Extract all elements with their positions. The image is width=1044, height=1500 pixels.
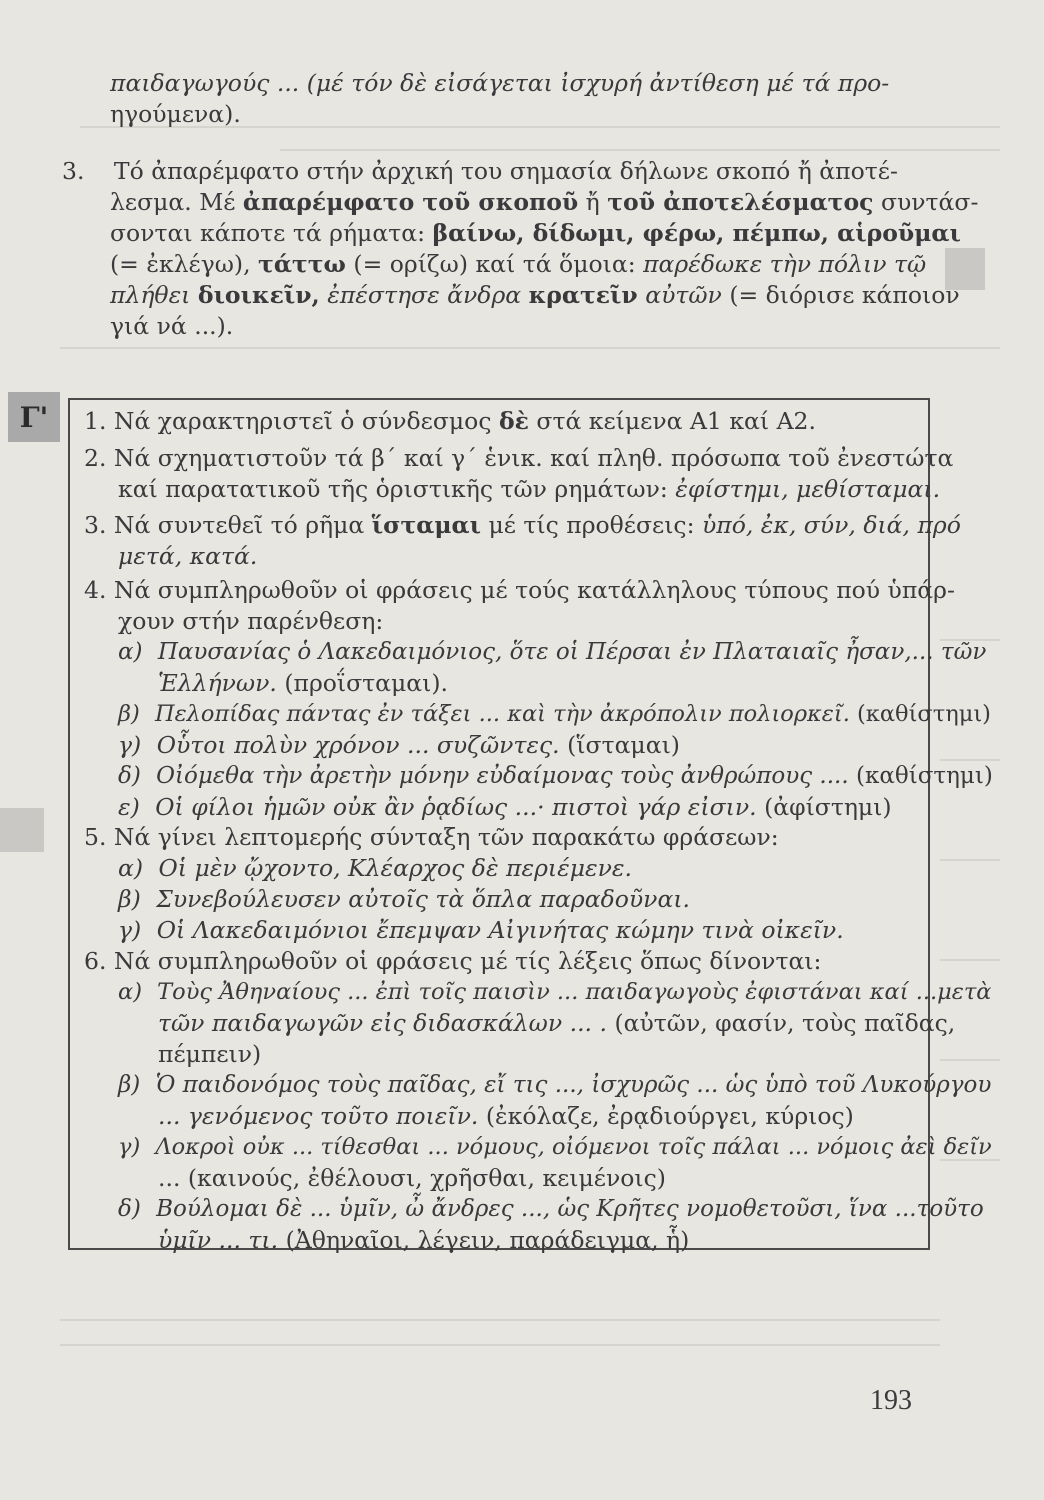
item-text: ὑμῖν ... τι. (158, 1226, 279, 1254)
item-text: Οἰόμεθα τὴν ἀρετὴν μόνην εὐδαίμονας τοὺς ἀνθρώπους .... (156, 763, 849, 789)
exercise-number: 4. (84, 576, 107, 604)
item-hint: ... (καινούς, ἐθέλουσι, χρῆσθαι, κειμένοις) (158, 1164, 666, 1192)
exercise-4c (118, 730, 680, 760)
example-text: παρέδωκε τὴν πόλιν τῷ (643, 250, 927, 278)
exercise-number: 6. (84, 947, 107, 975)
exercise-4b (118, 699, 991, 729)
exercise-number: 1. (84, 407, 107, 435)
item-hint: (ἀφίστημι) (764, 793, 892, 821)
exercise-6a-cont2 (158, 1039, 261, 1069)
item-hint: (Ἀθηναῖοι, λέγειν, παράδειγμα, ἧ) (285, 1226, 690, 1254)
item-label: α) (118, 979, 142, 1005)
item-label: ε) (118, 793, 140, 821)
item-label: δ) (118, 1196, 141, 1222)
exercise-4d (118, 761, 993, 791)
item-text: Ἑλλήνων. (158, 669, 277, 697)
exercise-2-line-1 (84, 443, 953, 473)
verb-list: βαίνω, δίδωμι, φέρω, πέμπω, αἱροῦμαι (432, 219, 961, 247)
item-text: Οἱ μὲν ᾤχοντο, Κλέαρχος δὲ περιέμενε. (158, 854, 632, 882)
example-verb: διοικεῖν, (197, 281, 320, 309)
exercise-term: ἵσταμαι (371, 511, 481, 539)
note3-text: (= ορίζω) καί τά ὅμοια: (353, 250, 636, 278)
item-hint: (αὐτῶν, φασίν, τοὺς παῖδας, (614, 1009, 956, 1037)
example-text: αὐτῶν (645, 281, 722, 309)
item-label: γ) (118, 1134, 141, 1160)
intro-line-2 (110, 99, 241, 129)
note3-line-1 (62, 156, 898, 186)
note3-text: λεσμα. Μέ (110, 188, 236, 216)
exercise-5b (118, 884, 690, 914)
item-label: β) (118, 701, 140, 727)
item-text: Οἱ Λακεδαιμόνιοι ἔπεμψαν Αἰγινήτας κώμην τινὰ οἰκεῖν. (156, 916, 844, 944)
exercise-4-line-2 (118, 606, 383, 636)
exercise-text: Νά σχηματιστοῦν τά β΄ καί γ΄ ἑνικ. καί πληθ. πρόσωπα τοῦ ἐνεστώτα (113, 444, 954, 472)
note3-text: (= διόρισε κάποιον (729, 281, 960, 309)
exercise-text: καί παρατατικοῦ τῆς ὁριστικῆς τῶν ρημάτων: (118, 475, 668, 503)
note3-text: σονται κάποτε τά ρήματα: (110, 219, 425, 247)
exercise-4a-cont (158, 668, 448, 698)
intro-line-1 (110, 68, 889, 98)
term-infinitive-purpose: ἀπαρέμφατο τοῦ σκοποῦ (242, 188, 579, 216)
note3-text: συντάσ- (880, 188, 979, 216)
note3-text: (= ἐκλέγω), (110, 250, 251, 278)
note3-number: 3. (62, 157, 85, 185)
exercise-number: 2. (84, 444, 107, 472)
exercise-6a (118, 977, 992, 1007)
exercise-6a-cont (158, 1008, 955, 1038)
note3-line-2 (110, 187, 978, 217)
verb-list: τάττω (258, 250, 346, 278)
term-infinitive-result: τοῦ ἀποτελέσματος (607, 188, 874, 216)
exercise-6c (118, 1132, 992, 1162)
item-text: Συνεβούλευσεν αὐτοῖς τὰ ὅπλα παραδοῦναι. (156, 885, 691, 913)
item-label: γ) (118, 731, 142, 759)
exercise-4e (118, 792, 892, 822)
note3-text: γιά νά ...). (110, 312, 234, 340)
item-text: Οἱ φίλοι ἡμῶν οὐκ ἂν ῥᾳδίως ...· πιστοὶ γάρ εἰσιν. (155, 793, 757, 821)
section-label-gamma (8, 392, 60, 442)
item-hint: (ἐκόλαζε, ἐρᾳδιούργει, κύριος) (485, 1102, 854, 1130)
note3-line-6 (110, 311, 233, 341)
exercise-prepositions: μετά, κατά. (118, 542, 258, 570)
exercise-6-line-1 (84, 946, 821, 976)
exercise-number: 5. (84, 823, 107, 851)
exercise-text: χουν στήν παρένθεση: (118, 607, 384, 635)
item-label: β) (118, 1072, 141, 1098)
note3-line-3 (110, 218, 961, 248)
item-hint: πέμπειν) (158, 1040, 262, 1068)
item-text: τῶν παιδαγωγῶν εἰς διδασκάλων ... . (158, 1009, 607, 1037)
exercise-prepositions: ὑπό, ἐκ, σύν, διά, πρό (701, 511, 961, 539)
example-verb: κρατεῖν (528, 281, 638, 309)
item-text: Ὁ παιδονόμος τοὺς παῖδας, εἴ τις ..., (155, 1072, 584, 1098)
item-label: γ) (118, 916, 142, 944)
item-label: β) (118, 885, 141, 913)
item-hint: (καθίστημι) (857, 701, 991, 727)
item-text: Παυσανίας ὁ Λακεδαιμόνιος, ὅτε οἱ Πέρσαι ἐν Πλαταιαῖς ἦσαν,... τῶν (157, 639, 987, 665)
exercise-1 (84, 406, 816, 436)
exercise-text: στά κείμενα Α1 καί Α2. (536, 407, 816, 435)
item-text: ... γενόμενος τοῦτο ποιεῖν. (158, 1102, 479, 1130)
item-text: Πελοπίδας πάντας ἐν τάξει ... καὶ τὴν ἀκρόπολιν πολιορκεῖ. (154, 701, 850, 727)
section-label-text: Γ' (19, 400, 49, 434)
exercise-6d-cont (158, 1225, 689, 1255)
item-text: Τοὺς Ἀθηναίους ... ἐπὶ τοῖς παισὶν ... παιδαγωγοὺς ἐφιστάναι καί ...μετὰ (157, 979, 992, 1005)
exercise-5-line-1 (84, 822, 779, 852)
exercise-5a (118, 853, 632, 883)
item-text: Λοκροὶ οὐκ ... τίθεσθαι ... νόμους, οἰόμενοι τοῖς πάλαι ... νόμοις ἀεὶ δεῖν (155, 1134, 992, 1160)
item-text: Βούλομαι δὲ ... ὑμῖν, ὦ ἄνδρες ..., ὡς Κρῆτες νομοθετοῦσι, ἵνα ...τοῦτο (156, 1196, 984, 1222)
exercise-number: 3. (84, 511, 107, 539)
exercise-text: Νά συμπληρωθοῦν οἱ φράσεις μέ τίς λέξεις ὅπως δίνονται: (113, 947, 822, 975)
exercise-3-line-2 (118, 541, 257, 571)
exercise-4-line-1 (84, 575, 955, 605)
intro-text-cont: ηγούμενα). (110, 100, 241, 128)
item-text: ἰσχυρῶς ... ὡς ὑπὸ τοῦ Λυκούργου (591, 1072, 992, 1098)
intro-text: παιδαγωγούς ... (μέ τόν δὲ εἰσάγεται ἰσχυρή ἀντίθεση μέ τά προ- (110, 69, 890, 97)
exercise-4a (118, 637, 986, 667)
page-number: 193 (870, 1385, 912, 1416)
exercise-text: Νά συντεθεῖ τό ρῆμα (113, 511, 365, 539)
item-label: α) (118, 639, 143, 665)
example-text: πλήθει (110, 281, 191, 309)
exercise-term: δὲ (498, 407, 529, 435)
exercise-text: μέ τίς προθέσεις: (488, 511, 695, 539)
exercise-verbs: ἐφίστημι, μεθίσταμαι. (675, 475, 941, 503)
item-hint: (ἵσταμαι) (567, 731, 680, 759)
exercise-6b-cont (158, 1101, 854, 1131)
item-hint: (προΐσταμαι). (284, 669, 449, 697)
exercise-text: Νά συμπληρωθοῦν οἱ φράσεις μέ τούς κατάλληλους τύπους πού ὑπάρ- (113, 576, 955, 604)
bleed-tab-left (0, 808, 44, 852)
exercise-2-line-2 (118, 474, 940, 504)
item-text: Οὗτοι πολὺν χρόνον ... συζῶντες. (156, 731, 560, 759)
item-hint: (καθίστημι) (855, 763, 993, 789)
exercise-6c-cont (158, 1163, 666, 1193)
exercise-text: Νά γίνει λεπτομερής σύνταξη τῶν παρακάτω φράσεων: (113, 823, 779, 851)
note3-line-4 (110, 249, 926, 279)
note3-text: Τό ἀπαρέμφατο στήν ἀρχική του σημασία δήλωνε σκοπό ἤ ἀποτέ- (113, 157, 898, 185)
note3-text: ἤ (585, 188, 600, 216)
exercise-5c (118, 915, 844, 945)
item-label: α) (118, 854, 144, 882)
example-text: ἐπέστησε ἄνδρα (327, 281, 522, 309)
exercise-3-line-1 (84, 510, 961, 540)
exercise-6d (118, 1194, 984, 1224)
exercise-6b (118, 1070, 991, 1100)
exercise-text: Νά χαρακτηριστεῖ ὁ σύνδεσμος (113, 407, 492, 435)
item-label: δ) (118, 763, 141, 789)
note3-line-5 (110, 280, 960, 310)
